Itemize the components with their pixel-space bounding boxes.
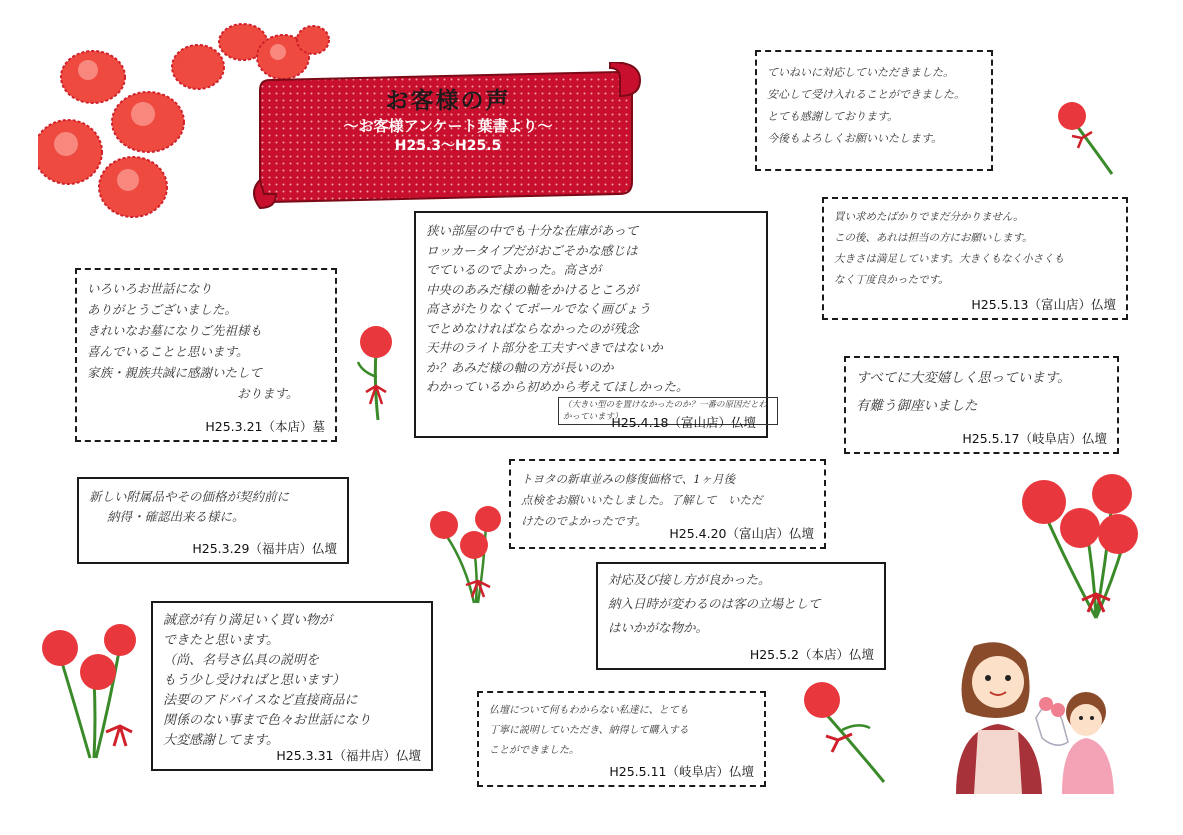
carnation-icon [1052,100,1118,176]
carnation-bouquet-icon [426,505,512,605]
comment-line: 買い求めたばかりでまだ分かりません。 [834,211,1024,223]
comment-card [151,601,433,771]
carnation-icon [798,678,890,786]
comment-line: けたのでよかったです。 [521,514,647,528]
comment-line: 点検をお願いいたしました。了解して いただ [521,493,763,507]
banner-subtitle: ～お客様アンケート葉書より～ [343,117,553,135]
comment-date-store: H25.3.21（本店）墓 [205,419,325,434]
comment-line: ありがとうございました。 [87,302,238,317]
comment-card [509,459,826,549]
comment-line: 仏壇について何もわからない私達に、とても [489,705,689,716]
comment-line: 有難う御座いました [856,398,978,414]
comment-line: 大変感謝してます。 [163,733,279,748]
comment-line: ことができました。 [489,745,579,756]
comment-line: いろいろお世話になり [87,281,213,296]
comment-line: もう少し受ければと思います） [163,673,346,688]
comment-line: 関係のない事まで色々お世話になり [163,713,372,728]
comment-card [77,477,349,564]
comment-line: 天井のライト部分を工夫すべきではないか [426,340,663,355]
comment-date-store: H25.5.11（岐阜店）仏壇 [609,764,754,779]
comment-line: きれいなお墓になりご先祖様も [87,323,263,338]
comment-line: すべてに大変嬉しく思っています。 [856,370,1071,386]
comment-line: 新しい附属品やその価格が契約前に [89,489,290,504]
comment-line: 納入日時が変わるのは客の立場として [608,596,821,611]
comment-line: 今後もよろしくお願いいたします。 [767,132,943,145]
comment-line: 大きさは満足しています。大きくもなく小さくも [834,253,1065,265]
comment-note: （大きい型のを置けなかったのか？一番の原因だとわかっています） [558,397,778,425]
carnation-bouquet-icon [1016,472,1144,622]
comment-line: 高さがたりなくてポールでなく画びょう [426,301,651,316]
comment-line: 誠意が有り満足いく買い物が [163,613,333,628]
comment-line: 狭い部屋の中でも十分な在庫があって [426,223,639,238]
comment-line: 法要のアドバイスなど直接商品に [163,693,358,708]
banner-period: H25.3～H25.5 [394,138,502,154]
comment-line: とても感謝しております。 [767,110,899,123]
comment-date-store: H25.4.20（富山店）仏壇 [669,526,814,541]
comment-line: おります。 [237,386,299,401]
comment-line: でているのでよかった。高さが [426,262,602,277]
comment-card [822,197,1128,320]
comment-line: 納得・確認出来る様に。 [107,509,245,524]
comment-line: （尚、名号さ仏具の説明を [163,653,320,668]
comment-line: ていねいに対応していただきました。 [767,66,954,79]
comment-line: トヨタの新車並みの修復価格で、1ヶ月後 [521,472,736,486]
comment-card [414,211,768,438]
mother-child-illustration [926,634,1166,794]
comment-card [844,356,1119,454]
comment-line: 丁寧に説明していただき、納得して購入する [489,725,689,736]
comment-card [596,562,886,670]
comment-line: なく丁度良かったです。 [834,274,949,286]
comment-date-store: H25.5.17（岐阜店）仏壇 [962,431,1107,446]
comment-line: 対応及び接し方が良かった。 [608,572,771,587]
comment-line: か？あみだ様の軸の方が長いのか [426,359,614,375]
comment-line: できたと思います。 [163,633,279,648]
carnation-icon [352,322,400,422]
carnation-bouquet-icon [40,622,140,762]
comment-line: この後、あれは担当の方にお願いします。 [834,232,1033,244]
comment-date-store: H25.3.31（福井店）仏壇 [276,748,421,763]
comment-line: 喜んでいることと思います。 [87,344,249,359]
comment-date-store: H25.5.2（本店）仏壇 [749,647,874,662]
comment-line: 安心して受け入れることができました。 [767,88,965,101]
comment-card [477,691,766,787]
comment-date-store: H25.5.13（富山店）仏壇 [971,297,1116,312]
banner-title: お客様の声 [385,88,511,114]
comment-line: でとめなければならなかったのが残念 [426,320,639,336]
comment-line: ロッカータイプだがおごそかな感じは [426,242,638,258]
comment-card [75,268,337,442]
comment-line: わかっているから初めから考えてほしかった。 [426,379,689,394]
comment-card [755,50,993,171]
comment-line: はいかがな物か。 [608,620,709,635]
comment-line: 中央のあみだ様の軸をかけるところが [426,281,639,297]
comment-date-store: H25.4.18（富山店）仏壇 [611,415,756,430]
comment-line: 家族・親族共誠に感謝いたして [87,365,263,380]
header-banner [252,62,644,210]
comment-date-store: H25.3.29（福井店）仏壇 [192,541,337,556]
